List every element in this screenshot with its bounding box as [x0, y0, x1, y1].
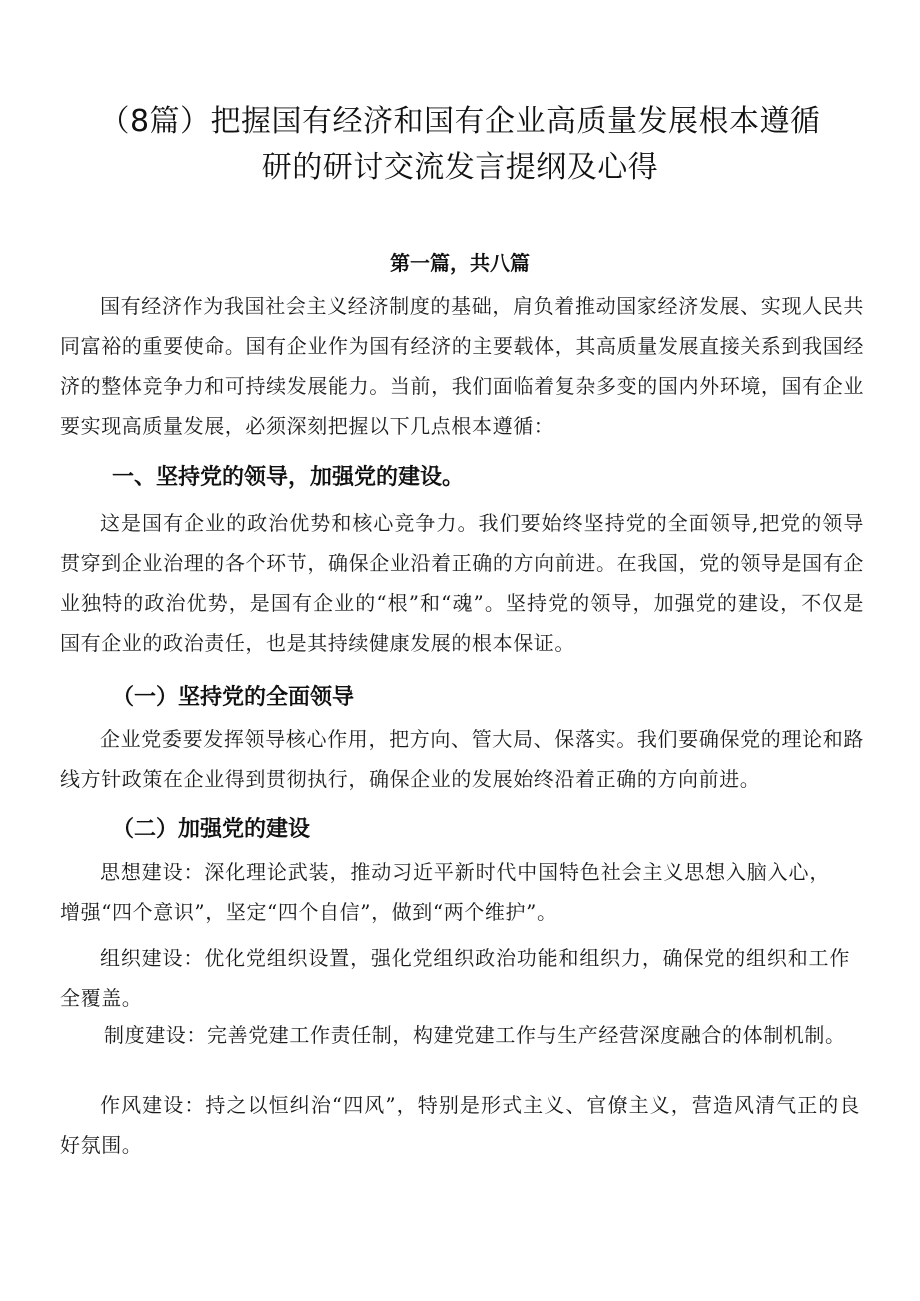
paragraph-party-committee: 企业党委要发挥领导核心作用，把方向、管大局、保落实。我们要确保党的理论和路线方针政策在企业得到贯彻执行，确保企业的发展始终沿着正确的方向前进。 — [60, 727, 864, 791]
paragraph-organizational-building: 组织建设：优化党组织设置，强化党组织政治功能和组织力，确保党的组织和工作全覆盖。 — [60, 946, 850, 1010]
subheading-party-building: （二）加强党的建设 — [112, 817, 311, 842]
intro-paragraph: 国有经济作为我国社会主义经济制度的基础，肩负着推动国家经济发展、实现人民共同富裕的重要使命。国有企业作为国有经济的主要载体，其高质量发展直接关系到我国经济的整体竞争力和可持续发展能力。当前，我们面临着复杂多变的国内外环境，国有企业要实现高质量发展，必须深刻把握以下几点根本遵循： — [60, 294, 864, 438]
paragraph-work-style-building: 作风建设：持之以恒纠治“四风”，特别是形式主义、官僚主义，营造风清气正的良好氛围。 — [60, 1093, 860, 1157]
paragraph-institutional-building: 制度建设：完善党建工作责任制，构建党建工作与生产经营深度融合的体制机制。 — [104, 1023, 846, 1047]
section-subtitle: 第一篇，共八篇 — [390, 251, 530, 275]
document-title-line-1: （8篇）把握国有经济和国有企业高质量发展根本遵循 — [99, 104, 821, 139]
subheading-overall-leadership: （一）坚持党的全面领导 — [112, 685, 355, 710]
paragraph-political-advantage: 这是国有企业的政治优势和核心竞争力。我们要始终坚持党的全面领导,把党的领导贯穿到企业治理的各个环节，确保企业沿着正确的方向前进。在我国，党的领导是国有企业独特的政治优势，是国有企业的“根”和“魂”。坚持党的领导，加强党的建设，不仅是国有企业的政治责任，也是其持续健康发展的根本保证。 — [60, 511, 864, 655]
heading-party-leadership: 一、坚持党的领导，加强党的建设。 — [112, 465, 465, 490]
document-title-line-2: 研的研讨交流发言提纲及心得 — [261, 150, 659, 185]
paragraph-ideological-building: 思想建设：深化理论武装，推动习近平新时代中国特色社会主义思想入脑入心，增强“四个意识”，坚定“四个自信”，做到“两个维护”。 — [60, 860, 830, 924]
